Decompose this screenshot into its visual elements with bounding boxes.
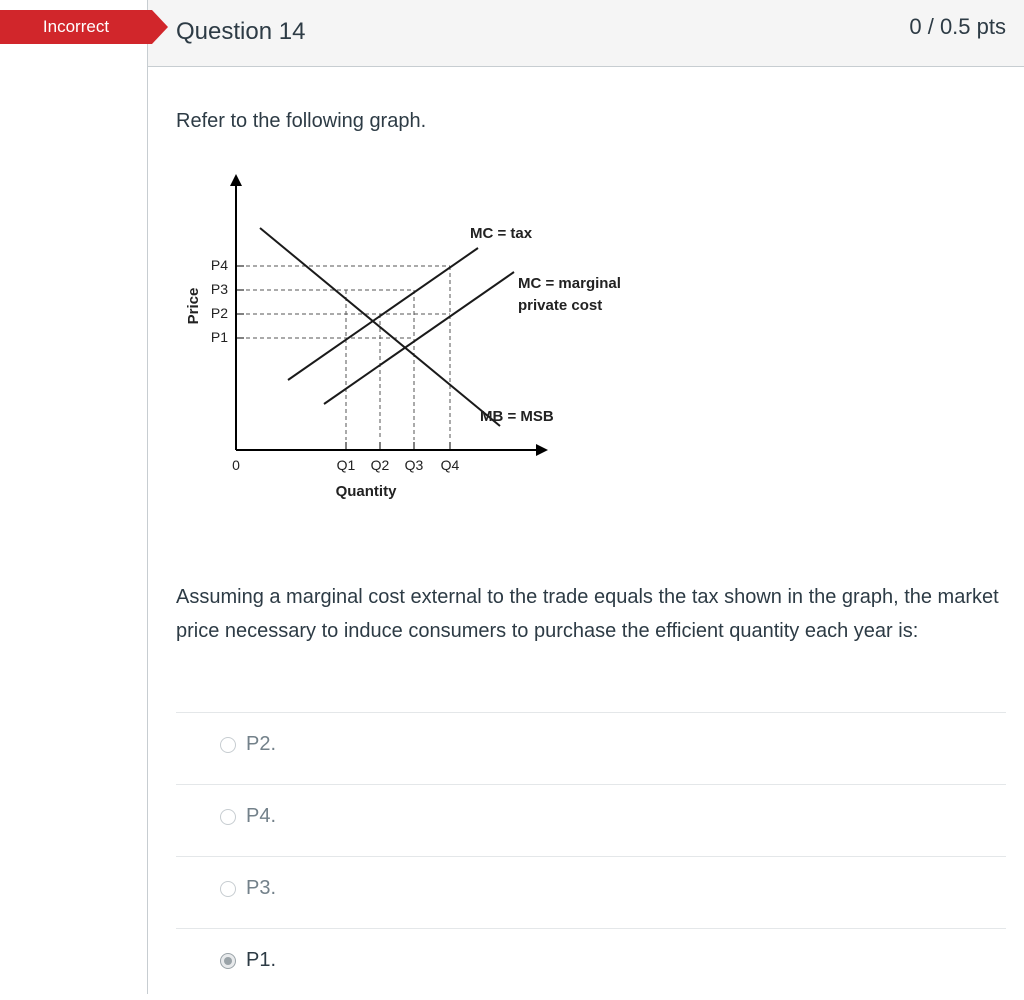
tick-p4: P4 [210,257,228,273]
answer-label: P2. [246,733,277,755]
supply-demand-graph [170,170,650,510]
radio-button-selected[interactable] [220,953,236,969]
rail-divider [147,0,148,994]
y-axis-label: Price [185,287,202,325]
answer-label: P3. [246,877,277,899]
answer-option-selected[interactable] [176,928,1006,1000]
x-axis-arrow [536,444,548,456]
tick-q1: Q1 [336,457,356,473]
tick-p2: P2 [210,305,228,321]
origin-label: 0 [232,457,240,473]
question-header [148,0,1024,67]
y-axis-arrow [230,174,242,186]
badge-label: Incorrect [42,17,110,36]
tick-p3: P3 [210,281,228,297]
question-title: Question 14 [176,18,306,45]
question-points: 0 / 0.5 pts [909,14,1006,39]
mc-private-label-line1: MC = marginal [518,275,621,292]
answer-option[interactable] [176,712,1006,784]
left-rail [0,0,148,994]
tick-q3: Q3 [404,457,424,473]
mc-tax-label: MC = tax [470,225,533,242]
question-text: Assuming a marginal cost external to the trade equals the tax shown in the graph, the market price necessary to induce consumers to purchase the efficient quantity each year is: [176,586,999,642]
answer-list [176,712,1006,1000]
radio-button[interactable] [220,809,236,825]
x-axis-label: Quantity [335,483,397,500]
answer-label: P1. [246,949,277,971]
question-prompt: Refer to the following graph. [176,110,427,132]
incorrect-badge [0,10,168,44]
answer-label: P4. [246,805,277,827]
radio-button[interactable] [220,737,236,753]
tick-p1: P1 [210,329,228,345]
mc-private-label-line2: private cost [518,297,603,314]
tick-q2: Q2 [370,457,390,473]
answer-option[interactable] [176,856,1006,928]
answer-option[interactable] [176,784,1006,856]
mb-msb-label: MB = MSB [480,408,554,425]
tick-q4: Q4 [440,457,460,473]
radio-button[interactable] [220,881,236,897]
